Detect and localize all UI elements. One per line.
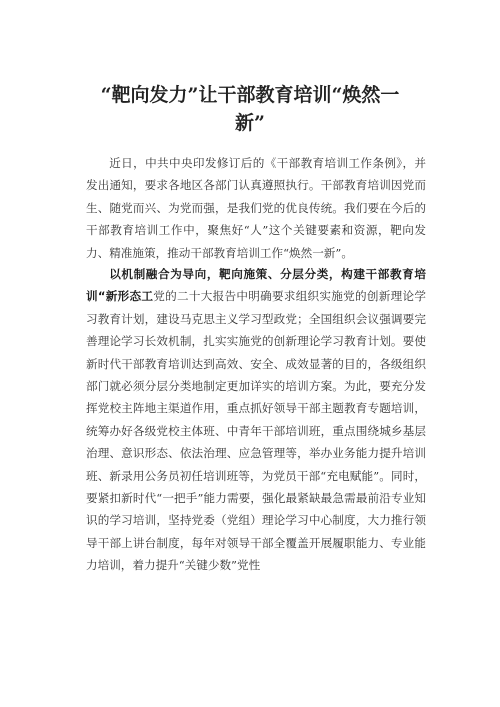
paragraph-1: 近日，中共中央印发修订后的《干部教育培训工作条例》，并发出通知，要求各地区各部门认真遵照执行。干部教育培训因党而生、随党而兴、为党而强，是我们党的优良传统。我们要在今后的干部教育培训工作中，聚焦好“人”这个关键要素和资源，靶向发力、精准施策，推动干部教育培训工作“焕然一新”。 (86, 156, 426, 260)
article-title-line1: “靶向发力”让干部教育培训“焕然一 (100, 84, 400, 106)
paragraph-2 (86, 263, 426, 577)
paragraph-2-body: 党的二十大报告中明确要求组织实施党的创新理论学习教育计划，建设马克思主义学习型政党；全国组织会议强调要完善理论学习长效机制，扎实实施党的创新理论学习教育计划。要使新时代干部教育培训达到高效、安全、成效显著的目的，各级组织部门就必须分层分类地制定更加详实的培训方案。为此，要充分发挥党校主阵地主渠道作用，重点抓好领导干部主题教育专题培训，统筹办好各级党校主体班、中青年干部培训班，重点围绕城乡基层治理、意识形态、依法治理、应急管理等，举办业务能力提升培训班、新录用公务员初任培训班等，为党员干部“充电赋能”。同时，要紧扣新时代“一把手”能力需要，强化最紧缺最急需最前沿专业知识的学习培训，坚持党委（党组）理论学习中心制度，大力推行领导干部上讲台制度，每年对领导干部全覆盖开展履职能力、专业能力培训，着力提升“关键少数”党性 (86, 289, 426, 573)
article-title-line2: 新” (235, 112, 265, 134)
paragraph-2-lead-heading: 以机制融合为导向，靶向施策、分层分类，构建干部教育培训“新形态工 (86, 267, 426, 304)
